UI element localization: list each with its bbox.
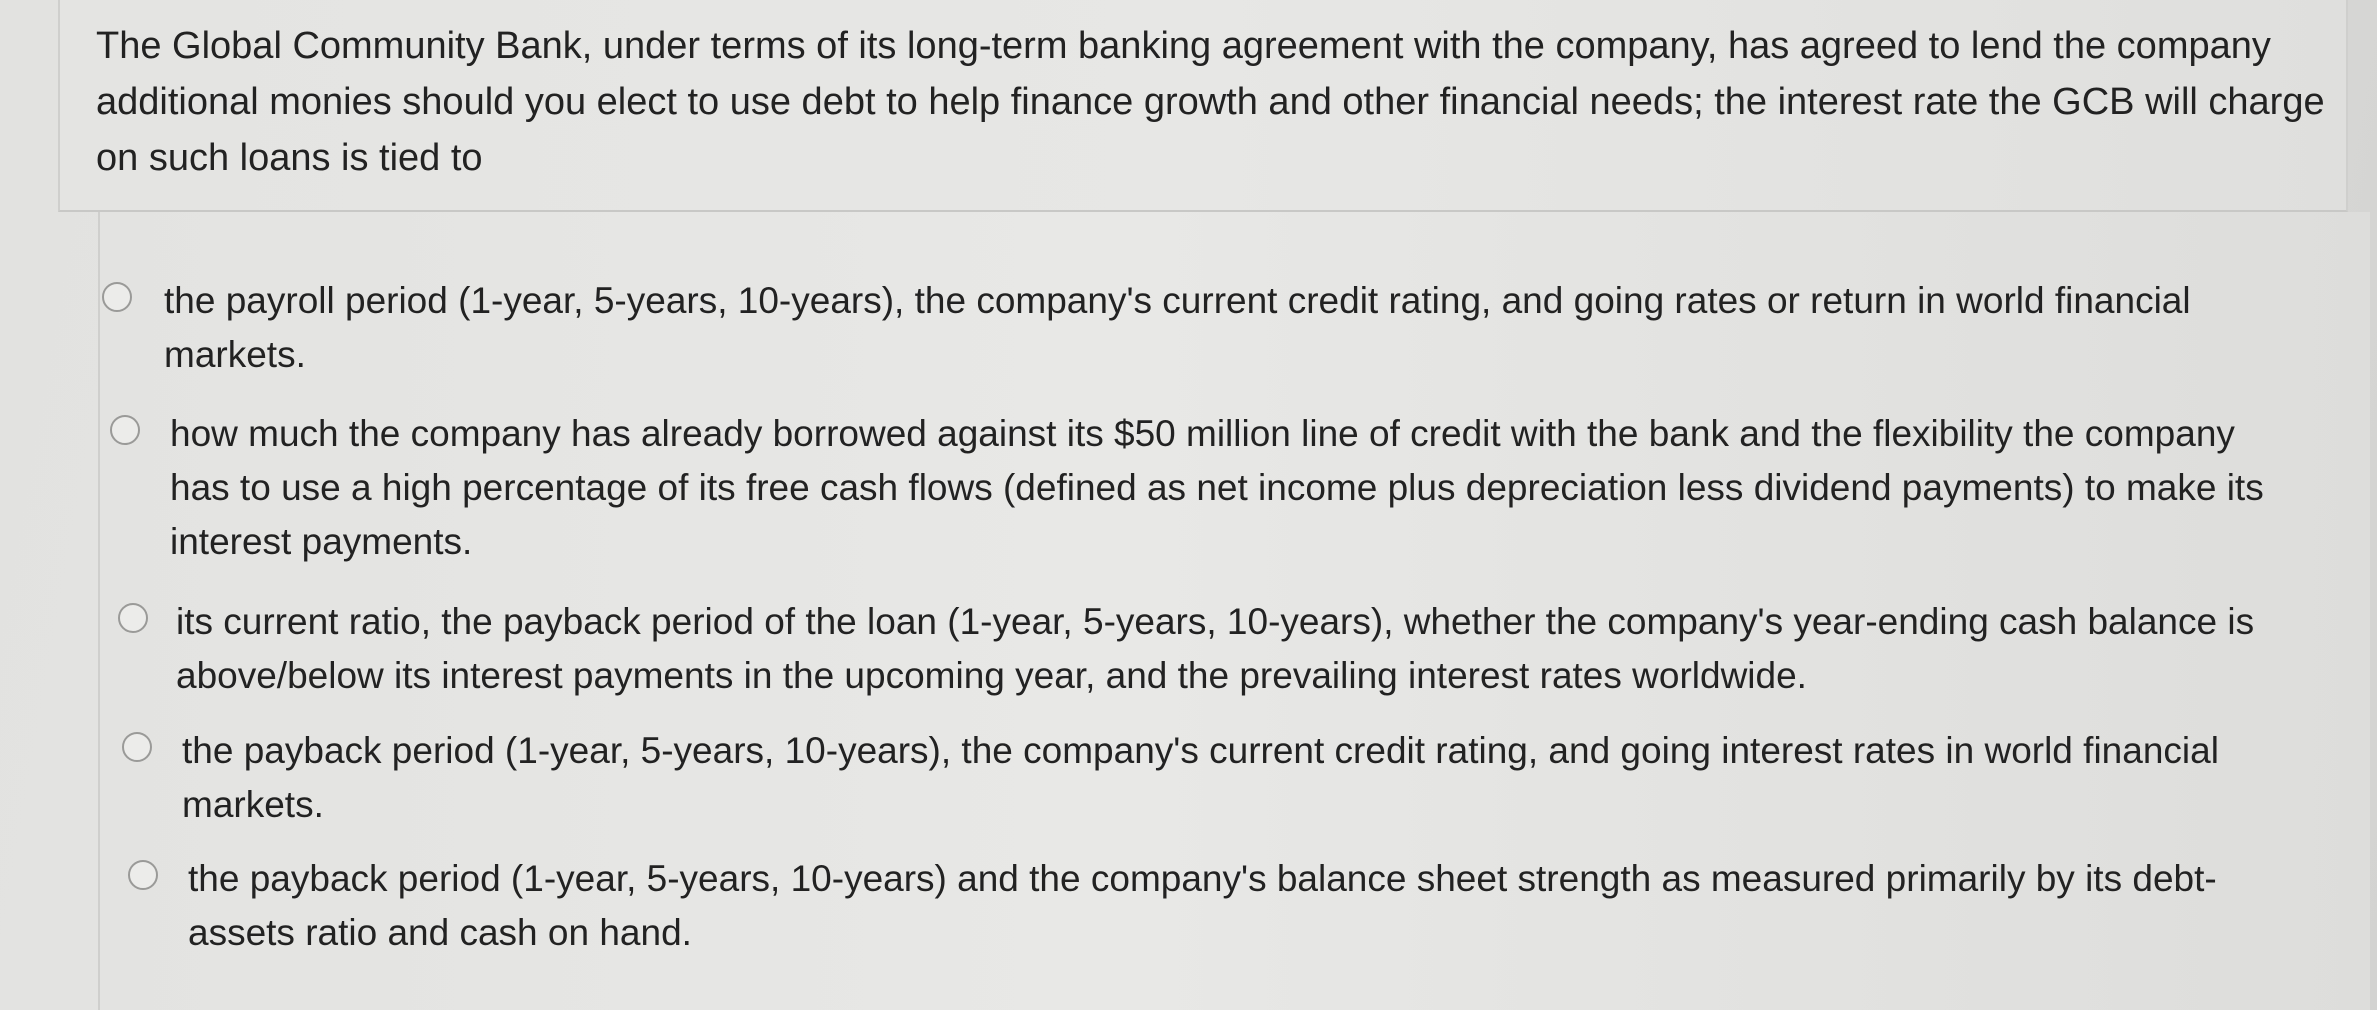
answer-option-2-text: how much the company has already borrowed against its $50 million line of credit with the bank and the flexibility the company has to use a high percentage of its free cash flows (defined as net income plus depreciation less dividend payments) to make its interest payments. <box>170 413 2264 562</box>
radio-button-3[interactable] <box>118 603 148 633</box>
radio-button-1[interactable] <box>102 282 132 312</box>
answer-option-1-text: the payroll period (1-year, 5-years, 10-years), the company's current credit rating, and going rates or return in world financial markets. <box>164 280 2191 375</box>
answer-option-4-text: the payback period (1-year, 5-years, 10-years), the company's current credit rating, and going interest rates in world financial markets. <box>182 730 2219 825</box>
answer-option-3-text: its current ratio, the payback period of the loan (1-year, 5-years, 10-years), whether the company's year-ending cash balance is above/below its interest payments in the upcoming year, and the prevailing interest rates worldwide. <box>176 601 2255 696</box>
question-card <box>58 0 2348 212</box>
answer-option-5-text: the payback period (1-year, 5-years, 10-years) and the company's balance sheet strength as measured primarily by its debt-assets ratio and cash on hand. <box>188 858 2217 953</box>
radio-button-5[interactable] <box>128 860 158 890</box>
radio-button-2[interactable] <box>110 415 140 445</box>
radio-button-4[interactable] <box>122 732 152 762</box>
question-text: The Global Community Bank, under terms of its long-term banking agreement with the company, has agreed to lend the company additional monies should you elect to use debt to help finance growth and other financial needs; the interest rate the GCB will charge on such loans is tied to <box>96 25 2325 179</box>
answer-options <box>98 212 2370 1010</box>
